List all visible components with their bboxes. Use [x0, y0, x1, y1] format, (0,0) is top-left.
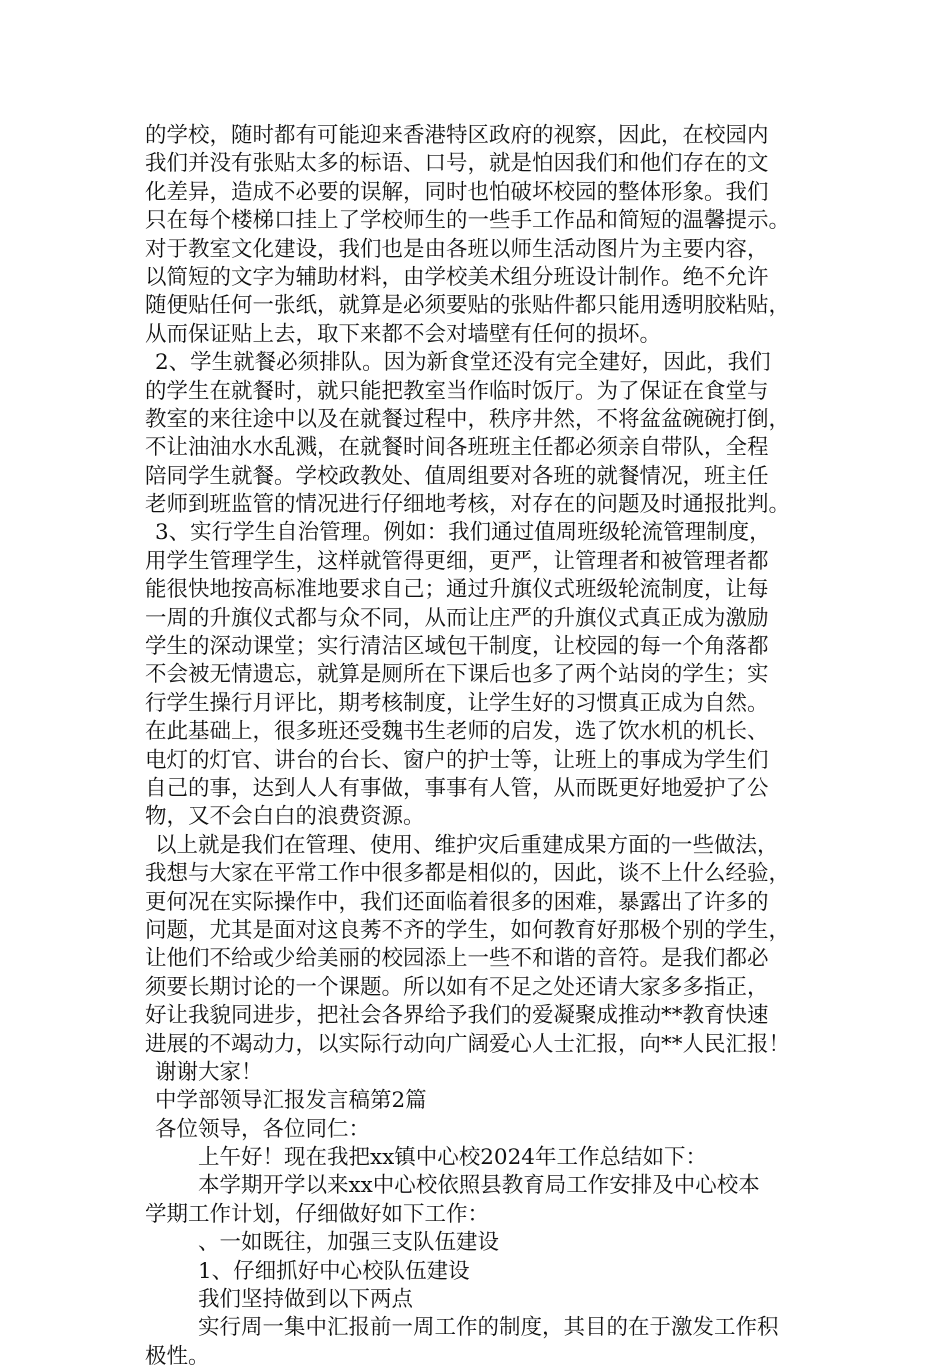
text-line: 化差异，造成不必要的误解，同时也怕破坏校园的整体形象。我们 [145, 179, 769, 205]
text-line: 极性。 [145, 1343, 210, 1369]
text-line: 1、仔细抓好中心校队伍建设 [198, 1258, 470, 1284]
text-line: 从而保证贴上去，取下来都不会对墙壁有任何的损坏。 [145, 321, 662, 347]
text-line: 进展的不竭动力，以实际行动向广阔爱心人士汇报，向**人民汇报！ [145, 1031, 791, 1057]
text-line: 我们坚持做到以下两点 [198, 1287, 414, 1313]
text-line: 让他们不给或少给美丽的校园添上一些不和谐的音符。是我们都必 [145, 946, 769, 972]
text-line: 谢谢大家！ [155, 1059, 263, 1085]
text-line: 物，又不会白白的浪费资源。 [145, 804, 425, 830]
text-line: 不会被无情遗忘，就算是厕所在下课后也多了两个站岗的学生；实 [145, 662, 769, 688]
text-line: 以上就是我们在管理、使用、维护灾后重建成果方面的一些做法， [155, 832, 779, 858]
text-line: 老师到班监管的情况进行仔细地考核，对存在的问题及时通报批判。 [145, 492, 791, 518]
text-line: 行学生操行月评比，期考核制度，让学生好的习惯真正成为自然。 [145, 690, 769, 716]
text-line: 一周的升旗仪式都与众不同，从而让庄严的升旗仪式真正成为激励 [145, 605, 769, 631]
text-line: 实行周一集中汇报前一周工作的制度，其目的在于激发工作积 [198, 1315, 779, 1341]
document-page [145, 122, 825, 1371]
text-line: 本学期开学以来xx中心校依照县教育局工作安排及中心校本 [198, 1173, 760, 1199]
text-line: 用学生管理学生，这样就管得更细，更严，让管理者和被管理者都 [145, 548, 769, 574]
text-line: 能很快地按高标准地要求自己；通过升旗仪式班级轮流制度，让每 [145, 577, 769, 603]
text-line: 各位领导，各位同仁： [155, 1116, 371, 1142]
text-line: 学期工作计划，仔细做好如下工作： [145, 1201, 490, 1227]
text-line: 对于教室文化建设，我们也是由各班以师生活动图片为主要内容， [145, 236, 769, 262]
text-line: 我们并没有张贴太多的标语、口号，就是怕因我们和他们存在的文 [145, 151, 769, 177]
text-line: 以简短的文字为辅助材料，由学校美术组分班设计制作。绝不允许 [145, 264, 769, 290]
text-line: 在此基础上，很多班还受魏书生老师的启发，选了饮水机的机长、 [145, 719, 769, 745]
text-line: 电灯的灯官、讲台的台长、窗户的护士等，让班上的事成为学生们 [145, 747, 769, 773]
text-line: 2、学生就餐必须排队。因为新食堂还没有完全建好，因此，我们 [155, 350, 771, 376]
text-line: 自己的事，达到人人有事做，事事有人管，从而既更好地爱护了公 [145, 775, 769, 801]
text-line: 我想与大家在平常工作中很多都是相似的，因此，谈不上什么经验， [145, 861, 791, 887]
text-line: 的学校，随时都有可能迎来香港特区政府的视察，因此，在校园内 [145, 123, 769, 148]
text-line: 更何况在实际操作中，我们还面临着很多的困难，暴露出了许多的 [145, 889, 769, 915]
text-line: 问题，尤其是面对这良莠不齐的学生，如何教育好那极个别的学生， [145, 917, 791, 943]
text-line: 好让我貌同进步，把社会各界给予我们的爱凝聚成推动**教育快速 [145, 1003, 769, 1029]
text-line: 只在每个楼梯口挂上了学校师生的一些手工作品和简短的温馨提示。 [145, 208, 791, 234]
text-line: 上午好！现在我把xx镇中心校2024年工作总结如下： [198, 1145, 707, 1171]
text-line: 陪同学生就餐。学校政教处、值周组要对各班的就餐情况，班主任 [145, 463, 769, 489]
text-line: 3、实行学生自治管理。例如：我们通过值周班级轮流管理制度， [155, 520, 771, 546]
text-line: 教室的来往途中以及在就餐过程中，秩序井然，不将盆盆碗碗打倒， [145, 406, 791, 432]
text-line: 不让油油水水乱溅，在就餐时间各班班主任都必须亲自带队，全程 [145, 435, 769, 461]
text-line: 须要长期讨论的一个课题。所以如有不足之处还请大家多多指正， [145, 974, 769, 1000]
text-line: 随便贴任何一张纸，就算是必须要贴的张贴件都只能用透明胶粘贴， [145, 293, 791, 319]
text-line: 学生的深动课堂；实行清洁区域包干制度，让校园的每一个角落都 [145, 634, 769, 660]
text-line: 中学部领导汇报发言稿第2篇 [155, 1088, 427, 1114]
text-line: 、一如既往，加强三支队伍建设 [198, 1230, 500, 1256]
text-line: 的学生在就餐时，就只能把教室当作临时饭厅。为了保证在食堂与 [145, 378, 769, 404]
